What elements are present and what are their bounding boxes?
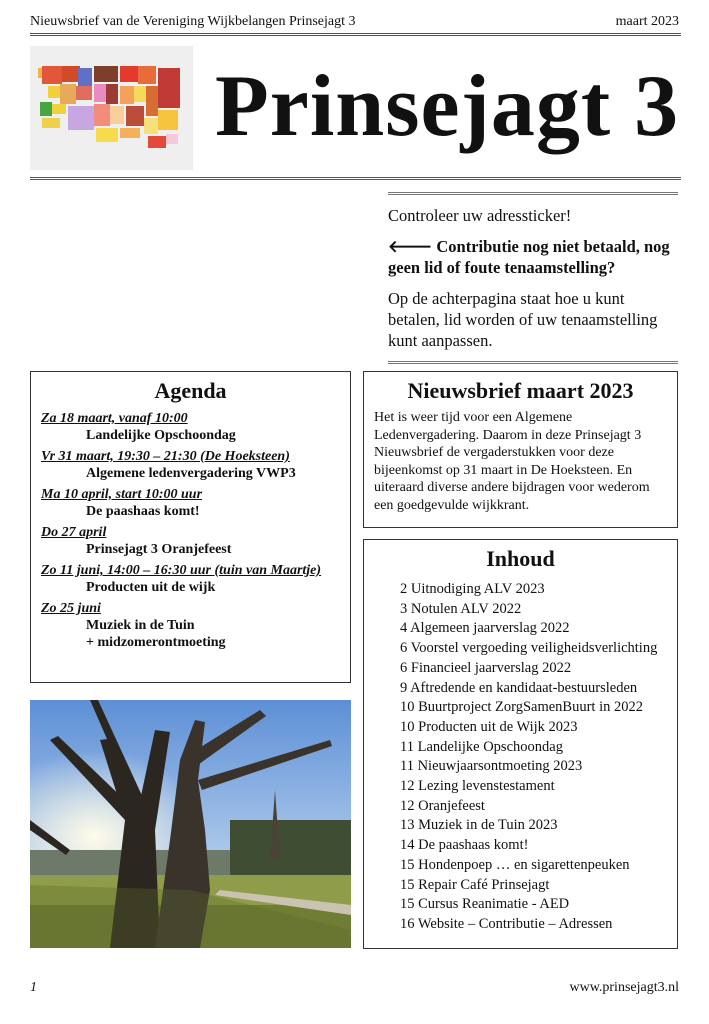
notice-bottom-rule xyxy=(388,361,678,364)
newsletter-intro-title: Nieuwsbrief maart 2023 xyxy=(407,378,634,403)
agenda-item xyxy=(41,410,340,444)
arrow-left-icon: 🡐 xyxy=(388,237,433,256)
contents-item: 14 De paashaas komt! xyxy=(400,837,529,854)
notice-contribution xyxy=(388,236,678,278)
contents-item: 15 Repair Café Prinsejagt xyxy=(400,876,550,893)
neighborhood-map-logo xyxy=(30,46,193,170)
agenda-event: Producten uit de wijk xyxy=(86,580,216,595)
contents-item: 12 Oranjefeest xyxy=(400,797,485,814)
issue-date: maart 2023 xyxy=(615,14,679,29)
masthead-title: Prinsejagt 3 xyxy=(215,58,680,155)
contents-item: 16 Website – Contributie – Adressen xyxy=(400,915,613,932)
agenda-item xyxy=(41,524,340,558)
agenda-event: Landelijke Opschoondag xyxy=(86,428,236,443)
agenda-date: Do 27 april xyxy=(41,525,107,540)
agenda-item xyxy=(41,448,340,482)
notice-contribution-text: Contributie nog niet betaald, nog geen lid of foute tenaamstelling? xyxy=(388,237,670,277)
header-divider xyxy=(30,33,681,36)
agenda-date: Zo 11 juni, 14:00 – 16:30 uur (tuin van Maartje) xyxy=(41,563,322,578)
agenda-item xyxy=(41,486,340,520)
agenda-event-extra: + midzomerontmoeting xyxy=(86,635,226,650)
agenda-date: Ma 10 april, start 10:00 uur xyxy=(41,487,203,502)
contents-item: 9 Aftredende en kandidaat-bestuursleden xyxy=(400,679,638,696)
notice-top-rule xyxy=(388,192,678,195)
agenda-item xyxy=(41,600,340,651)
notice-back-page: Op de achterpagina staat hoe u kunt betalen, lid worden of uw tenaamstelling kunt aanpassen. xyxy=(388,289,658,350)
contents-item: 15 Cursus Reanimatie - AED xyxy=(400,896,570,913)
contents-item: 13 Muziek in de Tuin 2023 xyxy=(400,817,558,834)
contents-item: 11 Nieuwjaarsontmoeting 2023 xyxy=(400,758,583,775)
contents-item: 4 Algemeen jaarverslag 2022 xyxy=(400,620,570,637)
agenda-event: Muziek in de Tuin xyxy=(86,618,195,633)
contents-item: 15 Hondenpoep … en sigarettenpeuken xyxy=(400,856,630,873)
website-url: www.prinsejagt3.nl xyxy=(569,980,679,995)
newsletter-intro-box xyxy=(363,371,678,528)
agenda-date: Zo 25 juni xyxy=(41,601,101,616)
agenda-event: Algemene ledenvergadering VWP3 xyxy=(86,466,296,481)
agenda-event: De paashaas komt! xyxy=(86,504,200,519)
contents-item: 2 Uitnodiging ALV 2023 xyxy=(400,581,545,597)
agenda-date: Vr 31 maart, 19:30 – 21:30 (De Hoeksteen) xyxy=(41,449,290,464)
contents-title: Inhoud xyxy=(486,546,555,571)
agenda-box xyxy=(30,371,351,683)
address-notice xyxy=(388,192,678,364)
contents-item: 11 Landelijke Opschoondag xyxy=(400,738,563,755)
notice-check-sticker: Controleer uw adressticker! xyxy=(388,206,572,225)
contents-item: 10 Producten uit de Wijk 2023 xyxy=(400,718,578,735)
agenda-event: Prinsejagt 3 Oranjefeest xyxy=(86,542,232,557)
newsletter-intro-body: Het is weer tijd voor een Algemene Ledenvergadering. Daarom in deze Prinsejagt 3 Nieuwsbrief de vergaderstukken voor deze bijeenkomst op 31 maart in De Hoeksteen. En uiteraard diverse andere bijdragen voor wederom een goedgevulde wijkkrant. xyxy=(374,410,650,513)
contents-item: 6 Financieel jaarverslag 2022 xyxy=(400,659,572,676)
agenda-date: Za 18 maart, vanaf 10:00 xyxy=(41,411,188,426)
contents-item: 3 Notulen ALV 2022 xyxy=(400,600,522,617)
contents-box xyxy=(363,539,678,949)
agenda-item xyxy=(41,562,340,596)
page-number: 1 xyxy=(30,980,37,995)
contents-item: 10 Buurtproject ZorgSamenBuurt in 2022 xyxy=(400,699,643,716)
masthead-divider xyxy=(30,177,681,180)
contents-list xyxy=(400,580,667,935)
contents-item: 12 Lezing levenstestament xyxy=(400,778,555,795)
park-trees-photo xyxy=(30,700,351,948)
newsletter-header-line: Nieuwsbrief van de Vereniging Wijkbelangen Prinsejagt 3 xyxy=(30,14,356,29)
agenda-title: Agenda xyxy=(154,378,227,403)
contents-item: 6 Voorstel vergoeding veiligheidsverlichting xyxy=(400,640,658,657)
